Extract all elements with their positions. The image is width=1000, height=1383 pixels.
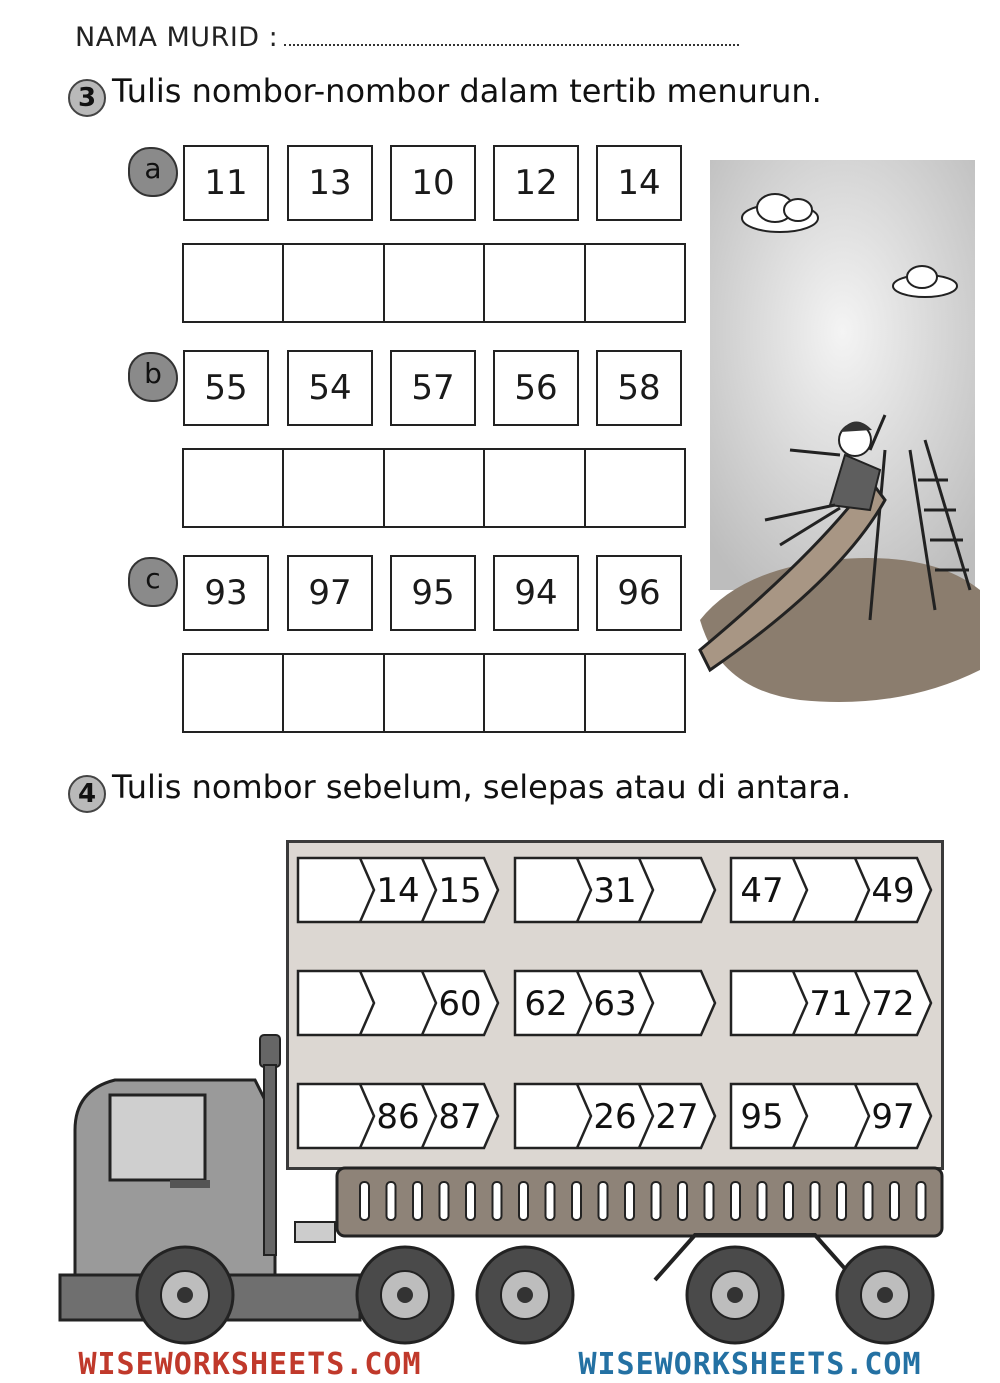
given-number-box: 11 bbox=[183, 145, 269, 221]
chassis-slot bbox=[546, 1182, 555, 1220]
given-number-box: 95 bbox=[390, 555, 476, 631]
chassis-slot bbox=[572, 1182, 581, 1220]
given-sequence-number: 15 bbox=[438, 871, 482, 911]
given-sequence-number: 63 bbox=[593, 984, 637, 1024]
door-handle bbox=[170, 1180, 210, 1188]
chassis-slot bbox=[784, 1182, 793, 1220]
given-number-box: 10 bbox=[390, 145, 476, 221]
name-label: NAMA MURID : bbox=[75, 22, 279, 53]
given-sequence-number: 86 bbox=[376, 1097, 420, 1137]
answer-cell[interactable] bbox=[586, 245, 684, 321]
exhaust-pipe bbox=[260, 1035, 280, 1067]
chassis-slot bbox=[493, 1182, 502, 1220]
given-sequence-number: 95 bbox=[740, 1097, 784, 1137]
chassis-slot bbox=[519, 1182, 528, 1220]
given-number-box: 58 bbox=[596, 350, 682, 426]
given-sequence-number: 26 bbox=[593, 1097, 637, 1137]
chassis-slot bbox=[811, 1182, 820, 1220]
answer-cell[interactable] bbox=[184, 245, 284, 321]
given-number-box: 55 bbox=[183, 350, 269, 426]
given-number-box: 56 bbox=[493, 350, 579, 426]
given-number-box: 57 bbox=[390, 350, 476, 426]
watermark-text: WISEWORKSHEETS.COM bbox=[78, 1346, 422, 1382]
chassis-slot bbox=[360, 1182, 369, 1220]
given-number-box: 14 bbox=[596, 145, 682, 221]
number-sequence bbox=[298, 971, 498, 1035]
answer-cell[interactable] bbox=[485, 245, 585, 321]
answer-cell[interactable] bbox=[586, 655, 684, 731]
wheel-icon bbox=[687, 1247, 783, 1343]
number-sequence bbox=[731, 858, 931, 922]
chassis-slot bbox=[466, 1182, 475, 1220]
given-number-box: 54 bbox=[287, 350, 373, 426]
answer-cell[interactable] bbox=[385, 245, 485, 321]
given-sequence-number: 87 bbox=[438, 1097, 482, 1137]
given-sequence-number: 71 bbox=[809, 984, 853, 1024]
engine-grille bbox=[295, 1222, 335, 1242]
given-number-box: 93 bbox=[183, 555, 269, 631]
answer-row-b bbox=[182, 448, 686, 528]
answer-cell[interactable] bbox=[284, 450, 384, 526]
q4-heading bbox=[68, 768, 851, 813]
answer-cell[interactable] bbox=[586, 450, 684, 526]
watermark-text: WISEWORKSHEETS.COM bbox=[578, 1346, 922, 1382]
answer-cell[interactable] bbox=[385, 450, 485, 526]
answer-cell[interactable] bbox=[184, 655, 284, 731]
answer-cell[interactable] bbox=[284, 245, 384, 321]
chassis-slot bbox=[599, 1182, 608, 1220]
chassis-slot bbox=[678, 1182, 687, 1220]
exhaust-stack bbox=[264, 1065, 276, 1255]
chassis-slot bbox=[890, 1182, 899, 1220]
wheel-icon bbox=[137, 1247, 233, 1343]
given-sequence-number: 60 bbox=[438, 984, 482, 1024]
set-label-a: a bbox=[128, 147, 178, 197]
given-sequence-number: 27 bbox=[655, 1097, 699, 1137]
truck-illustration bbox=[55, 1030, 975, 1350]
chassis-slot bbox=[387, 1182, 396, 1220]
given-sequence-number: 62 bbox=[524, 984, 568, 1024]
answer-cell[interactable] bbox=[485, 655, 585, 731]
truck-chassis bbox=[337, 1168, 942, 1236]
wheel-icon bbox=[357, 1247, 453, 1343]
q3-title: Tulis nombor-nombor dalam tertib menurun. bbox=[112, 72, 822, 110]
answer-cell[interactable] bbox=[385, 655, 485, 731]
given-number-box: 97 bbox=[287, 555, 373, 631]
chassis-slot bbox=[917, 1182, 926, 1220]
q4-number: 4 bbox=[68, 775, 106, 813]
truck-window bbox=[110, 1095, 205, 1180]
set-label-b: b bbox=[128, 352, 178, 402]
chassis-slot bbox=[864, 1182, 873, 1220]
chassis-slot bbox=[413, 1182, 422, 1220]
name-field bbox=[75, 22, 739, 53]
wheel-icon bbox=[837, 1247, 933, 1343]
chassis-slot bbox=[652, 1182, 661, 1220]
q4-title: Tulis nombor sebelum, selepas atau di antara. bbox=[112, 768, 852, 806]
given-sequence-number: 31 bbox=[593, 871, 637, 911]
chassis-slot bbox=[440, 1182, 449, 1220]
number-sequence bbox=[515, 971, 715, 1035]
name-blank-line[interactable] bbox=[284, 24, 739, 46]
given-number-box: 96 bbox=[596, 555, 682, 631]
given-sequence-number: 47 bbox=[740, 871, 784, 911]
given-sequence-number: 97 bbox=[871, 1097, 915, 1137]
answer-cell[interactable] bbox=[485, 450, 585, 526]
given-sequence-number: 49 bbox=[871, 871, 915, 911]
chassis-slot bbox=[625, 1182, 634, 1220]
chassis-slot bbox=[731, 1182, 740, 1220]
number-sequence bbox=[731, 971, 931, 1035]
set-label-c: c bbox=[128, 557, 178, 607]
number-sequence bbox=[515, 858, 715, 922]
number-sequence bbox=[298, 858, 498, 922]
q3-number: 3 bbox=[68, 79, 106, 117]
chassis-slot bbox=[837, 1182, 846, 1220]
given-number-box: 94 bbox=[493, 555, 579, 631]
chassis-slot bbox=[705, 1182, 714, 1220]
playground-illustration bbox=[680, 150, 980, 720]
given-number-box: 12 bbox=[493, 145, 579, 221]
given-sequence-number: 14 bbox=[376, 871, 420, 911]
answer-row-a bbox=[182, 243, 686, 323]
answer-row-c bbox=[182, 653, 686, 733]
q3-heading bbox=[68, 72, 822, 117]
footer-watermark bbox=[0, 1345, 1000, 1383]
given-number-box: 13 bbox=[287, 145, 373, 221]
answer-cell[interactable] bbox=[184, 450, 284, 526]
chassis-slot bbox=[758, 1182, 767, 1220]
answer-cell[interactable] bbox=[284, 655, 384, 731]
wheel-icon bbox=[477, 1247, 573, 1343]
given-sequence-number: 72 bbox=[871, 984, 915, 1024]
